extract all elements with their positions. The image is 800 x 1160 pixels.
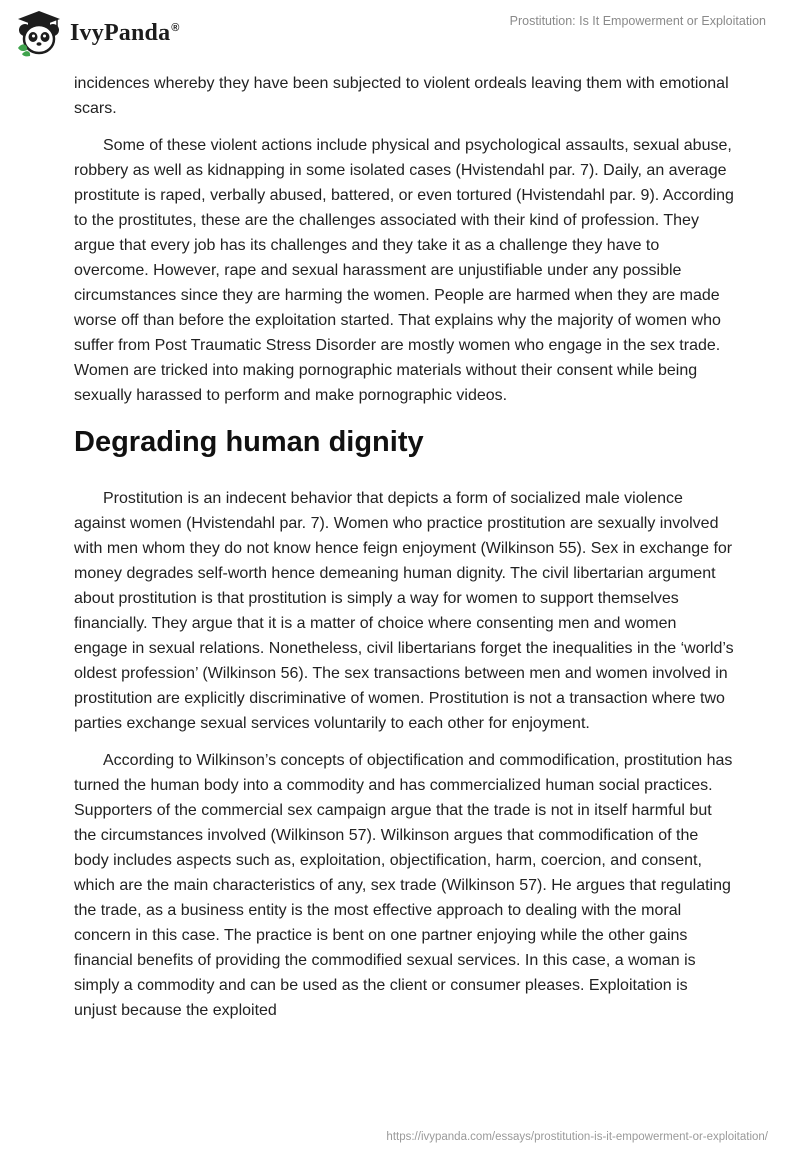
footer-source-url[interactable]: https://ivypanda.com/essays/prostitution-is-it-empowerment-or-exploitation/: [386, 1131, 768, 1143]
ivypanda-logo[interactable]: [14, 8, 180, 58]
page-header: [0, 0, 800, 66]
document-title: Prostitution: Is It Empowerment or Exploitation: [509, 14, 766, 28]
paragraph-commodification: According to Wilkinson’s concepts of objectification and commodification, prostitution has turned the human body into a commodity and has commercialized human social practices. Supporters of the commercial sex campaign argue that the trade is not in itself harmful but the circumstances involved (Wilkinson 57). Wilkinson argues that commodification of the body includes aspects such as, exploitation, objectification, harm, coercion, and consent, which are the main characteristics of any, sex trade (Wilkinson 57). He argues that regulating the trade, as a business entity is the most effective approach to dealing with the moral concern in this case. The practice is bent on one partner enjoying while the other gains financial benefits of providing the commodified sexual services. In this case, a woman is simply a commodity and can be used as the client or consumer pleases. Exploitation is unjust because the exploited: [74, 752, 733, 1019]
paragraph-violent-actions: Some of these violent actions include physical and psychological assaults, sexual abuse, robbery as well as kidnapping in some isolated cases (Hvistendahl par. 7). Daily, an average prostitute is raped, verbally abused, battered, or even tortured (Hvistendahl par. 9). According to the prostitutes, these are the challenges associated with their kind of profession. They argue that every job has its challenges and they take it as a challenge they have to overcome. However, rape and sexual harassment are unjustifiable under any possible circumstances since they are harming the women. People are harmed when they are made worse off than before the exploitation started. That explains why the majority of women who suffer from Post Traumatic Stress Disorder are mostly women who engage in the sex trade. Women are tricked into making pornographic materials without their consent while being sexually harassed to perform and make pornographic videos.: [74, 137, 734, 404]
logo-text: IvyPanda®: [70, 19, 180, 46]
panda-graduate-icon: [14, 8, 64, 58]
registered-mark: ®: [171, 21, 180, 34]
paragraph-indecent-behavior: Prostitution is an indecent behavior that depicts a form of socialized male violence against women (Hvistendahl par. 7). Women who practice prostitution are sexually involved with men whom they do not know hence feign enjoyment (Wilkinson 55). Sex in exchange for money degrades self-worth hence demeaning human dignity. The civil libertarian argument about prostitution is that prostitution is simply a way for women to support themselves financially. They argue that it is a matter of choice where consenting men and women engage in sexual relations. Nonetheless, civil libertarians forget the inequalities in the ‘world’s oldest profession’ (Wilkinson 56). The sex transactions between men and women involved in prostitution are explicitly discriminative of women. Prostitution is not a transaction where two parties exchange sexual services voluntarily to each other for enjoyment.: [74, 490, 734, 732]
section-heading: Degrading human dignity: [74, 426, 424, 458]
essay-content: [74, 71, 734, 1023]
paragraph-continued: incidences whereby they have been subjected to violent ordeals leaving them with emotional scars.: [74, 75, 729, 117]
